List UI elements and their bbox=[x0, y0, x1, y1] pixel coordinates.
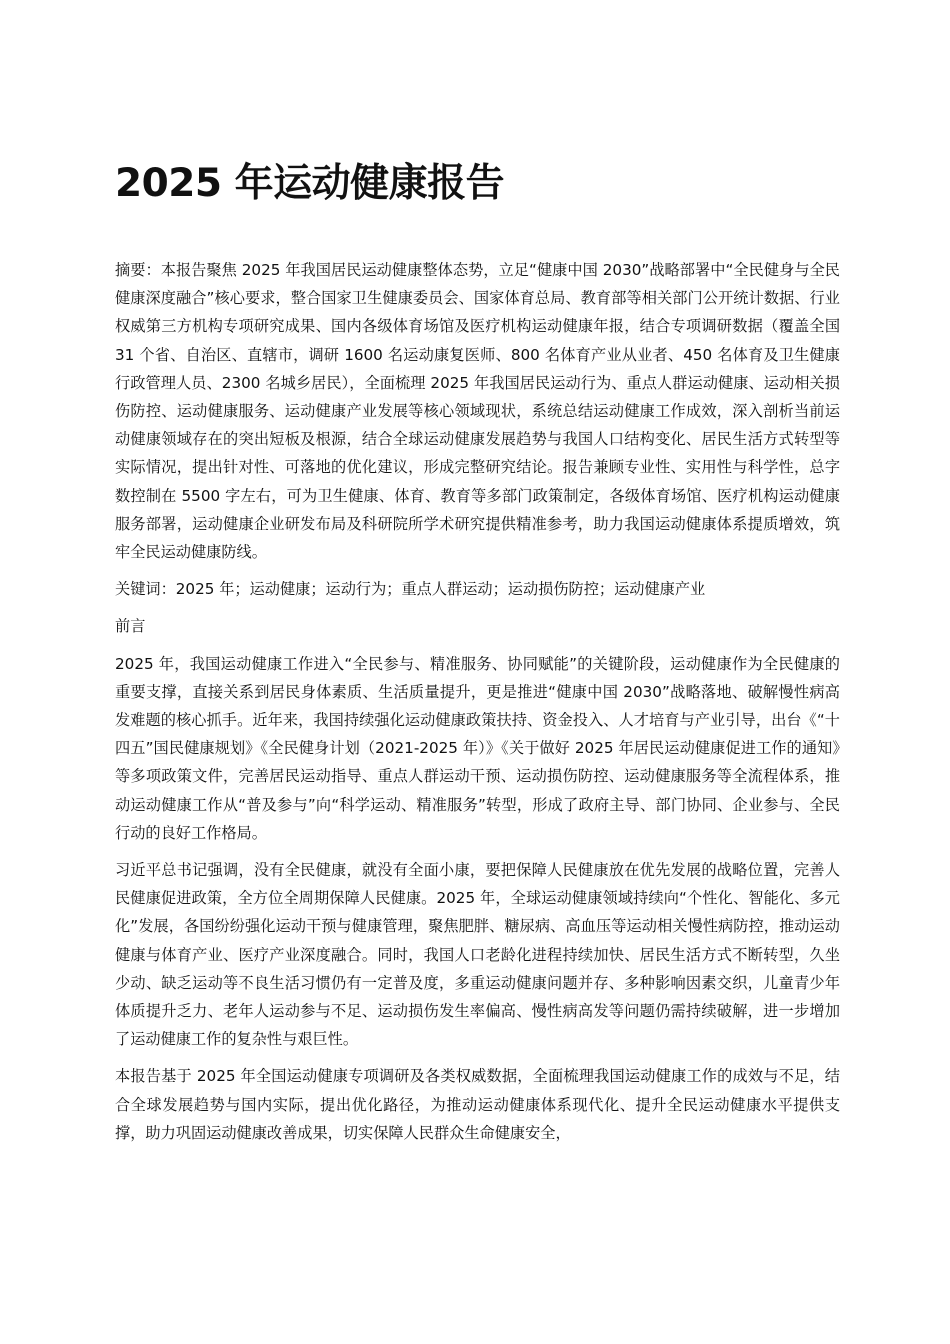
body-paragraph-1: 2025 年，我国运动健康工作进入“全民参与、精准服务、协同赋能”的关键阶段，运动健康作为全民健康的重要支撑，直接关系到居民身体素质、生活质量提升，更是推进“健康中国 2030”战略落地、破解慢性病高发难题的核心抓手。近年来，我国持续强化运动健康政策扶持、资金投入、人才培育与产业引导，出台《“十四五”国民健康规划》《全民健身计划（2021-2025 年）》《关于做好 2025 年居民运动健康促进工作的通知》等多项政策文件，完善居民运动指导、重点人群运动干预、运动损伤防控、运动健康服务等全流程体系，推动运动健康工作从“普及参与”向“科学运动、精准服务”转型，形成了政府主导、部门协同、企业参与、全民行动的良好工作格局。 bbox=[115, 654, 840, 842]
document-body bbox=[115, 256, 840, 1156]
abstract-paragraph: 摘要：本报告聚焦 2025 年我国居民运动健康整体态势，立足“健康中国 2030”战略部署中“全民健身与全民健康深度融合”核心要求，整合国家卫生健康委员会、国家体育总局、教育部等相关部门公开统计数据、行业权威第三方机构专项研究成果、国内各级体育场馆及医疗机构运动健康年报，结合专项调研数据（覆盖全国 31 个省、自治区、直辖市，调研 1600 名运动康复医师、800 名体育产业从业者、450 名体育及卫生健康行政管理人员、2300 名城乡居民），全面梳理 2025 年我国居民运动行为、重点人群运动健康、运动相关损伤防控、运动健康服务、运动健康产业发展等核心领域现状，系统总结运动健康工作成效，深入剖析当前运动健康领域存在的突出短板及根源，结合全球运动健康发展趋势与我国人口结构变化、居民生活方式转型等实际情况，提出针对性、可落地的优化建议，形成完整研究结论。报告兼顾专业性、实用性与科学性，总字数控制在 5500 字左右，可为卫生健康、体育、教育等多部门政策制定，各级体育场馆、医疗机构运动健康服务部署，运动健康企业研发布局及科研院所学术研究提供精准参考，助力我国运动健康体系提质增效，筑牢全民运动健康防线。 bbox=[115, 261, 840, 562]
keywords-line: 关键词：2025 年；运动健康；运动行为；重点人群运动；运动损伤防控；运动健康产业 bbox=[115, 580, 706, 599]
page-title: 2025 年运动健康报告 bbox=[115, 161, 505, 206]
body-paragraph-2: 习近平总书记强调，没有全民健康，就没有全面小康，要把保障人民健康放在优先发展的战略位置，完善人民健康促进政策，全方位全周期保障人民健康。2025 年，全球运动健康领域持续向“个性化、智能化、多元化”发展，各国纷纷强化运动干预与健康管理，聚焦肥胖、糖尿病、高血压等运动相关慢性病防控，推动运动健康与体育产业、医疗产业深度融合。同时，我国人口老龄化进程持续加快、居民生活方式不断转型，久坐少动、缺乏运动等不良生活习惯仍有一定普及度，多重运动健康问题并存、多种影响因素交织，儿童青少年体质提升乏力、老年人运动参与不足、运动损伤发生率偏高、慢性病高发等问题仍需持续破解，进一步增加了运动健康工作的复杂性与艰巨性。 bbox=[115, 861, 840, 1049]
preface-heading: 前言 bbox=[115, 617, 146, 636]
body-paragraph-3: 本报告基于 2025 年全国运动健康专项调研及各类权威数据，全面梳理我国运动健康工作的成效与不足，结合全球发展趋势与国内实际，提出优化路径，为推动运动健康体系现代化、提升全民运动健康水平提供支撑，助力巩固运动健康改善成果，切实保障人民群众生命健康安全， bbox=[115, 1067, 840, 1142]
